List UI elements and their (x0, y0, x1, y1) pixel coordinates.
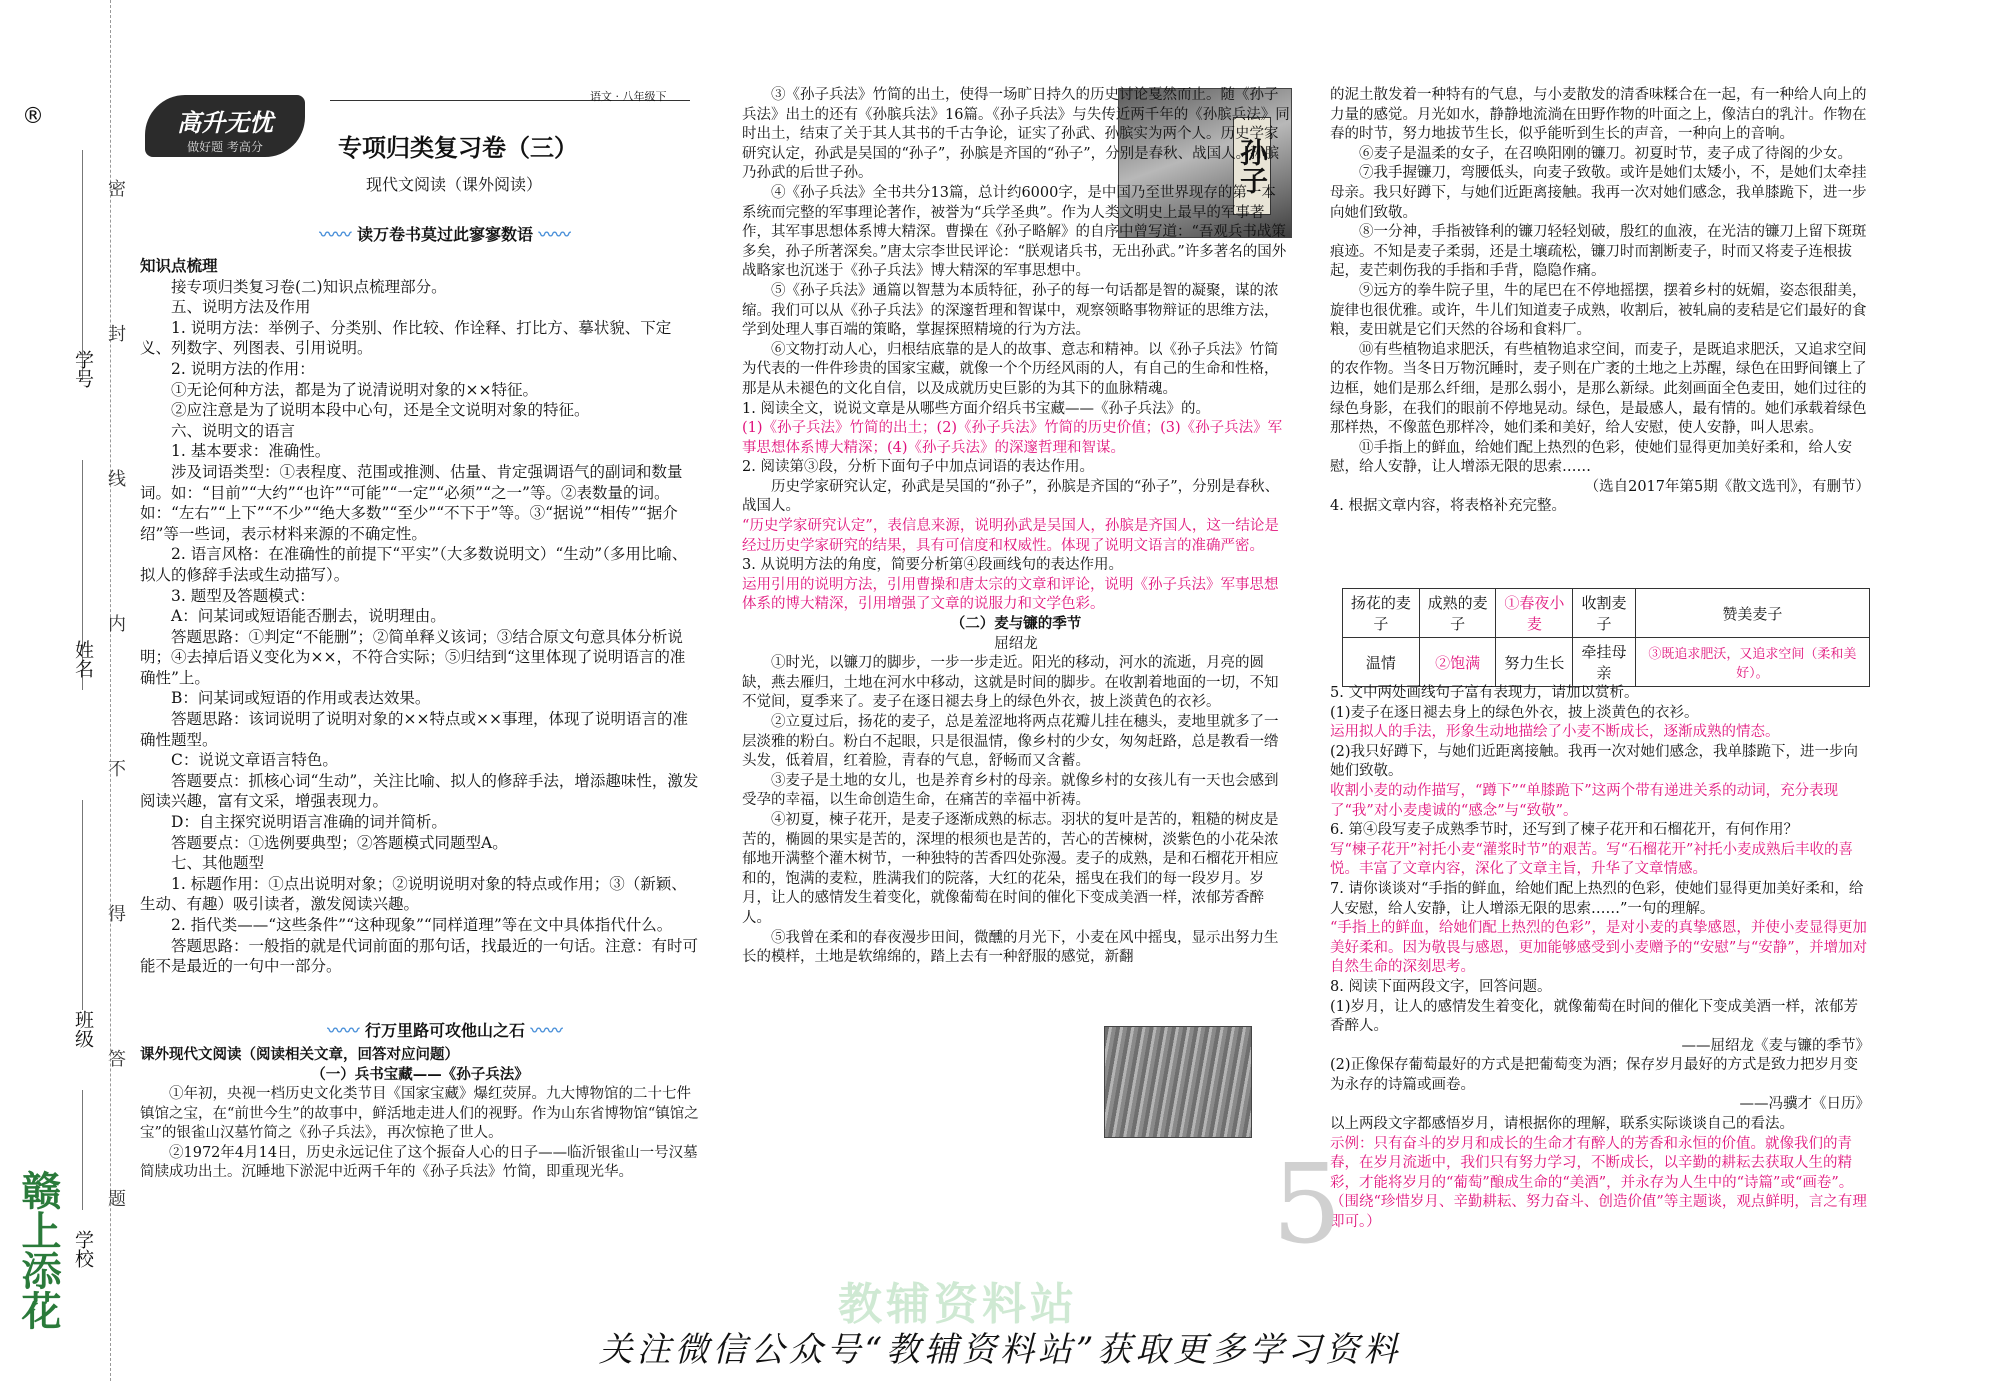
knowledge-column (140, 256, 700, 977)
banner-2-text: 行万里路可攻他山之石 (364, 1021, 525, 1040)
paragraph: ⑥文物打动人心，归根结底靠的是人的故事、意志和精神。以《孙子兵法》竹简为代表的一件件珍贵的国家宝藏，就像一个个历经风雨的人，有自己的生命和性格，那是从未褪色的文化自信，以及成就历史巨影的为其下的血脉精魂。 (742, 341, 1279, 397)
section-heading: （一）兵书宝藏——《孙子兵法》 (311, 1066, 529, 1083)
section-heading: 课外现代文阅读（阅读相关文章，回答对应问题） (140, 1047, 459, 1063)
reading-column-3b (1330, 684, 1870, 1233)
paragraph: 答题要点：①选例要典型；②答题模式同题型A。 (171, 833, 508, 852)
paragraph: ⑩有些植物追求肥沃，有些植物追求空间，而麦子，是既追求肥沃，又追求空间的农作物。当冬日万物沉睡时，麦子则在广袤的土地之上苏醒，绿色在田野间镶上了边框，她们是那么纤细，是那么弱小，是那么新绿。此刻画面全色麦田，她们过往的绿色身影，在我们的眼前不停地晃动。绿色，是最感人，最有情的。她们承载着绿色那样热，不像蓝色那样冷，她们柔和美好，给人安慰，使人安静，叫人思索。 (1330, 341, 1867, 437)
paragraph: (1)岁月，让人的感情发生着变化，就像葡萄在时间的催化下变成美酒一样，浓郁芳香醉人。 (1330, 998, 1859, 1035)
paragraph: ⑧一分神，手指被锋利的镰刀轻轻划破，殷红的血液，在光洁的镰刀上留下斑斑痕迹。不知是麦子柔弱，还是土壤疏松，镰刀时而割断麦子，时而又将麦子连根拔起，麦芒刺伤我的手指和手背，隐隐作痛。 (1330, 224, 1867, 280)
paragraph: ⑪手指上的鲜血，给她们配上热烈的色彩，使她们显得更加美好柔和，给人安慰，给人安静，让人增添无限的思索…… (1330, 439, 1852, 476)
paragraph: 屈绍龙 (994, 635, 1038, 652)
line-1 (82, 150, 83, 380)
table-cell: ①春夜小麦 (1496, 589, 1573, 638)
table-cell: 赞美麦子 (1635, 589, 1869, 638)
paragraph: 七、其他题型 (171, 854, 265, 873)
paragraph: 2. 语言风格：在准确性的前提下“平实”（大多数说明文）“生动”（多用比喻、拟人的修辞手法或生动描写）。 (140, 545, 688, 584)
paragraph: D：自主探究说明语言准确的词并简析。 (171, 813, 447, 832)
answer-text: 运用引用的说明方法，引用曹操和唐太宗的文章和评论，说明《孙子兵法》军事思想体系的博大精深，引用增强了文章的说服力和文学色彩。 (742, 576, 1279, 613)
page-subtitle: 现代文阅读（课外阅读） (366, 175, 543, 194)
page-title: 专项归类复习卷（三） (338, 134, 578, 162)
seal-char: 内 (108, 614, 126, 635)
answer-text: 示例：只有奋斗的岁月和成长的生命才有醉人的芳香和永恒的价值。就像我们的青春，在岁月流逝中，我们只有努力学习，不断成长，以辛勤的耕耘去获取人生的精彩，才能将岁月的“葡萄”酿成生命的“美酒”，并永存为人生中的“诗篇”或“画卷”。（围绕“珍惜岁月、辛勤耕耘、努力奋斗、创造价值”等主题谈，观点鲜明，言之有理即可。） (1330, 1135, 1867, 1231)
table-cell: ②饱满 (1419, 638, 1496, 687)
answer-text: 收割小麦的动作描写，“蹲下”“单膝跪下”这两个带有递进关系的动词，充分表现了“我”对小麦虔诚的“感念”与“致敬”。 (1330, 782, 1839, 819)
brand-vertical: 赣上添花 (15, 1170, 62, 1330)
seal-char: 线 (108, 469, 126, 490)
paragraph: ⑦我手握镰刀，弯腰低头，向麦子致敬。或许是她们太矮小，不，是她们太牵挂母亲。我只好蹲下，与她们近距离接触。我再一次对她们感念，我单膝跪下，进一步向她们致敬。 (1330, 165, 1867, 221)
subject-label: 语文 · 八年级下 (590, 90, 667, 103)
paragraph: ①无论何种方法，都是为了说清说明对象的××特征。 (171, 380, 538, 399)
table-cell: ③既追求肥沃，又追求空间（柔和美好）。 (1635, 638, 1869, 687)
paragraph: 4. 根据文章内容，将表格补充完整。 (1330, 498, 1566, 515)
paragraph: (1)麦子在逐日褪去身上的绿色外衣，披上淡黄色的衣衫。 (1330, 704, 1699, 721)
answer-table (1342, 588, 1870, 687)
answer-text: “历史学家研究认定”，表信息来源，说明孙武是吴国人，孙膑是齐国人，这一结论是经过历史学家研究的结果，具有可信度和权威性。体现了说明文语言的准确严密。 (742, 518, 1279, 554)
seal-char: 得 (108, 904, 126, 925)
paragraph: 历史学家研究认定，孙武是吴国的“孙子”，孙膑是齐国的“孙子”，分别是春秋、战国人。 (742, 478, 1280, 515)
paragraph: 答题思路：该词说明了说明对象的××特点或××事理，体现了说明语言的准确性题型。 (140, 710, 688, 749)
table-cell: 扬花的麦子 (1343, 589, 1420, 638)
answer-text: (1)《孙子兵法》竹简的出土；(2)《孙子兵法》竹简的历史价值；(3)《孙子兵法》军事思想体系博大精深；(4)《孙子兵法》的深邃哲理和智谋。 (742, 420, 1283, 456)
paragraph: 答题思路：一般指的就是代词前面的那句话，找最近的一句话。注意：有时可能不是最近的一句中一部分。 (140, 936, 699, 976)
paragraph: ⑤《孙子兵法》通篇以智慧为本质特征，孙子的每一句话都是智的凝聚，谋的浓缩。我们可以从《孙子兵法》的深邃哲理和智谋中，观察领略事物辩证的思维方法，学到处理人事百端的策略，掌握探照精境的行为方法。 (742, 282, 1279, 339)
line-3 (82, 800, 83, 1010)
paragraph: 1. 阅读全文，说说文章是从哪些方面介绍兵书宝藏——《孙子兵法》的。 (742, 400, 1210, 417)
paragraph: ①时光，以镰刀的脚步，一步一步走近。阳光的移动，河水的流逝，月亮的圆缺，燕去雁归，土地在河水中移动，这就是时间的脚步。在收割着地面的一切，不知不觉间，夏季来了。麦子在逐日褪去身上的绿色外衣，披上淡黄色的衣衫。 (742, 655, 1279, 711)
reading-column-1 (140, 1046, 700, 1183)
logo-sub: 做好题 考高分 (187, 140, 263, 154)
table-cell: 收割麦子 (1573, 589, 1636, 638)
table-row (1343, 638, 1870, 687)
paragraph: 1. 基本要求：准确性。 (171, 442, 331, 461)
banner-1-text: 读万卷书莫过此寥寥数语 (356, 225, 533, 244)
paragraph: 以上两段文字都感悟岁月，请根据你的理解，联系实际谈谈自己的看法。 (1330, 1116, 1794, 1133)
answer-table-wrap (1342, 586, 1870, 689)
paragraph: ②1972年4月14日，历史永远记住了这个振奋人心的日子——临沂银雀山一号汉墓简牍成功出土。沉睡地下淤泥中近两千年的《孙子兵法》竹简，即重现光华。 (140, 1144, 698, 1180)
paragraph: 五、说明方法及作用 (171, 298, 311, 317)
table-row (1343, 589, 1870, 638)
answer-text: 写“楝子花开”衬托小麦“灌浆时节”的艰苦。写“石榴花开”衬托小麦成熟后丰收的喜悦。丰富了文章内容，深化了文章主旨，升华了文章情感。 (1330, 841, 1853, 878)
answer-text: “手指上的鲜血，给她们配上热烈的色彩”，是对小麦的真挚感恩，并使小麦显得更加美好柔和。因为敬畏与感恩，更加能够感受到小麦赠予的“安慰”与“安静”，并增加对自然生命的深刻思考。 (1330, 920, 1868, 976)
seal-char: 密 (108, 179, 126, 200)
paragraph: ③麦子是土地的女儿，也是养育乡村的母亲。就像乡村的女孩儿有一天也会感到受孕的幸福，以生命创造生命，在痛苦的幸福中祈祷。 (742, 772, 1279, 809)
banner-1: 〰〰 读万卷书莫过此寥寥数语 〰〰 (319, 225, 571, 244)
paragraph: ④《孙子兵法》全书共分13篇，总计约6000字，是中国乃至世界现存的第一本系统而完整的军事理论著作，被誉为“兵学圣典”。作为人类文明史上最早的军事著作，其军事思想体系博大精深。曹操在《孙子略解》的自序中曾写道：“吾观兵书战策多矣，孙子所著深矣。”唐太宗李世民评论：“朕观诸兵书，无出孙武。”许多著名的国外战略家也沉迷于《孙子兵法》博大精深的军事思想中。 (742, 184, 1287, 280)
paragraph: 6. 第④段写麦子成熟季节时，还写到了楝子花开和石榴花开，有何作用？ (1330, 822, 1798, 839)
paragraph: C：说说文章语言特色。 (171, 751, 338, 770)
paragraph: ——屈绍龙《麦与镰的季节》 (1681, 1037, 1870, 1054)
paragraph: ——冯骥才《日历》 (1739, 1096, 1870, 1113)
paragraph: ④初夏，楝子花开，是麦子逐渐成熟的标志。羽状的复叶是苦的，粗糙的树皮是苦的，椭圆的果实是苦的，深埋的根须也是苦的，苦心的苦楝树，淡紫色的小花朵浓郁地开满整个灌木树节，一种独特的苦香四处弥漫。麦子的成熟，是和石榴花开相应和的，饱满的麦粒，胜满我们的院落，大红的花朵，摇曳在我们的每一段岁月。岁月，让人的感情发生着变化，就像葡萄在时间的催化下变成美酒一样，浓郁芳香醉人。 (742, 811, 1279, 926)
paragraph: A：问某词或短语能否删去，说明理由。 (171, 607, 446, 626)
page-number: 5 (1272, 1140, 1342, 1268)
paragraph: ②立夏过后，扬花的麦子，总是羞涩地将两点花瓣儿挂在穗头，麦地里就多了一层淡雅的粉白。粉白不起眼，只是很温情，像乡村的少女，匆匆赶路，总是教看一绺头发，低着眉，红着脸，青春的气息，舒畅而又含蓄。 (742, 714, 1279, 770)
wheat-photo (1104, 1026, 1252, 1138)
paragraph: 1. 标题作用：①点出说明对象；②说明说明对象的特点或作用；③（新颖、生动、有趣）吸引读者，激发阅读兴趣。 (140, 874, 687, 914)
paragraph: ⑤我曾在柔和的春夜漫步田间，微醺的月光下，小麦在风中摇曳，显示出努力生长的模样，土地是软绵绵的，踏上去有一种舒服的感觉，新翻 (742, 929, 1279, 966)
paragraph: 2. 阅读第③段，分析下面句子中加点词语的表达作用。 (742, 459, 1094, 476)
paragraph: ⑥麦子是温柔的女子，在召唤阳刚的镰刀。初夏时节，麦子成了待阁的少女。 (1359, 145, 1852, 162)
paragraph: (2)正像保存葡萄最好的方式是把葡萄变为酒；保存岁月最好的方式是致力把岁月变为永存的诗篇或画卷。 (1330, 1057, 1859, 1093)
paragraph: 1. 说明方法：举例子、分类别、作比较、作诠释、打比方、摹状貌、下定义、列数字、列图表、引用说明。 (140, 318, 672, 358)
paragraph: ②应注意是为了说明本段中心句，还是全文说明对象的特征。 (171, 401, 590, 420)
line-4 (82, 1090, 83, 1210)
registered-mark: ® (22, 104, 44, 129)
label-name: 姓名 (72, 640, 94, 678)
table-cell: 牵挂母亲 (1573, 638, 1636, 687)
paragraph: ①年初，央视一档历史文化类节目《国家宝藏》爆红荧屏。九大博物馆的二十七件镇馆之宝，在“前世今生”的故事中，鲜活地走进人们的视野。作为山东省博物馆“镇馆之宝”的银雀山汉墓竹简之《孙子兵法》，再次惊艳了世人。 (140, 1086, 699, 1141)
banner-2: 〰〰 行万里路可攻他山之石 〰〰 (327, 1021, 563, 1040)
label-class: 班级 (72, 1010, 94, 1048)
paragraph: （选自2017年第5期《散文选刊》，有删节） (1584, 478, 1870, 495)
paragraph: 的泥土散发着一种特有的气息，与小麦散发的清香味糅合在一起，有一种给人向上的力量的感觉。月光如水，静静地流淌在田野作物的叶面之上，像洁白的乳汁。作物在春的时节，努力地拔节生长，似乎能听到生长的声音，一种向上的音响。 (1330, 87, 1867, 143)
watermark: 教辅资料站 (838, 1279, 1078, 1330)
section-heading: 知识点梳理 (140, 257, 218, 275)
logo (145, 95, 305, 157)
paragraph: ⑨远方的拳牛院子里，牛的尾巴在不停地摇摆，摆着乡村的妩媚，姿态很甜美，旋律也很优雅。或许，牛儿们知道麦子成熟，收割后，被轧扁的麦秸是它们最好的食粮，麦田就是它们天然的谷场和食料厂。 (1330, 282, 1867, 339)
paragraph: 涉及词语类型：①表程度、范围或推测、估量、肯定强调语气的副词和数量词。如：“目前”“大约”“也许”“可能”“一定”“必须”“之一”等。②表数量的词。如：“左右”“上下”“不少”“绝大多数”“至少”“不下于”等。③“据说”“相传”“据介绍”等一些词，表示材料来源的不确定性。 (140, 462, 683, 543)
reading-column-2 (742, 86, 1290, 968)
paragraph: ③《孙子兵法》竹简的出土，使得一场旷日持久的历史讨论戛然而止。随《孙子兵法》出土的还有《孙膑兵法》16篇。《孙子兵法》与失传近两千年的《孙膑兵法》同时出土，结束了关于其人其书的千古争论，证实了孙武、孙膑实为两个人。历史学家研究认定，孙武是吴国的“孙子”，孙膑是齐国的“孙子”，分别是春秋、战国人。孙膑乃孙武的后世子孙。 (742, 87, 1290, 182)
answer-text: 运用拟人的手法，形象生动地描绘了小麦不断成长，逐渐成熟的情态。 (1330, 724, 1780, 741)
paragraph: 8. 阅读下面两段文字，回答问题。 (1330, 978, 1552, 995)
footer-slogan: 关注微信公众号“教辅资料站”获取更多学习资料 (598, 1330, 1402, 1370)
paragraph: 7. 请你谈谈对“手指的鲜血，给她们配上热烈的色彩，使她们显得更加美好柔和，给人安慰，给人安静，让人增添无限的思索……”一句的理解。 (1330, 880, 1864, 917)
paragraph: 3. 题型及答题模式： (171, 586, 315, 605)
seal-char: 封 (108, 324, 126, 345)
table-cell: 努力生长 (1496, 638, 1573, 687)
paragraph: B：问某词或短语的作用或表达效果。 (171, 689, 431, 708)
seal-char: 答 (108, 1049, 126, 1070)
section-heading: （二）麦与镰的季节 (950, 616, 1082, 633)
reading-column-3 (1330, 86, 1870, 517)
paragraph: 答题思路：①判定“不能删”；②简单释义该词；③结合原文句意具体分析说明；④去掉后语义变化为××，不符合实际；⑤归结到“这里体现了说明语言的准确性”上。 (140, 627, 686, 687)
seal-char: 不 (108, 759, 126, 780)
paragraph: 3. 从说明方法的角度，简要分析第④段画线句的表达作用。 (742, 557, 1123, 574)
table-cell: 成熟的麦子 (1419, 589, 1496, 638)
paragraph: 5. 文中两处画线句子富有表现力，请加以赏析。 (1330, 685, 1639, 701)
paragraph: 2. 说明方法的作用： (171, 359, 315, 378)
paragraph: 六、说明文的语言 (171, 421, 296, 440)
table-cell: 温情 (1343, 638, 1420, 687)
paragraph: 2. 指代类——“这些条件”“这种现象”“同样道理”等在文中具体指代什么。 (171, 916, 673, 934)
seal-char: 题 (108, 1189, 126, 1210)
paragraph: (2)我只好蹲下，与她们近距离接触。我再一次对她们感念，我单膝跪下，进一步向她们致敬。 (1330, 743, 1859, 780)
paragraph: 答题要点：抓核心词“生动”，关注比喻、拟人的修辞手法，增添趣味性，激发阅读兴趣，富有文采，增强表现力。 (140, 771, 699, 811)
logo-main: 高升无忧 (177, 109, 273, 137)
photo-caption: 孙子 (1233, 117, 1271, 215)
paragraph: 接专项归类复习卷(二)知识点梳理部分。 (171, 277, 447, 296)
label-student-id: 学号 (72, 350, 94, 388)
label-school: 学校 (72, 1230, 94, 1268)
